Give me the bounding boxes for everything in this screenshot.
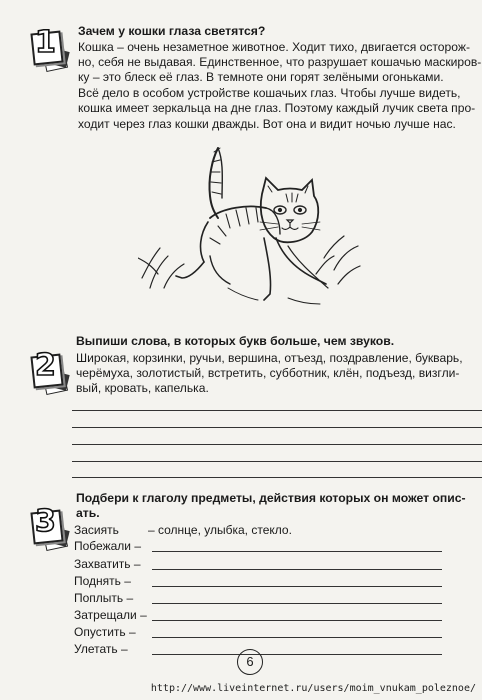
task-2-number: 2 — [35, 348, 56, 383]
answer-line[interactable] — [72, 477, 482, 478]
task-1-number: 1 — [35, 25, 56, 60]
task-1-line: но, себя не выдавая. Единственное, что разрушает кошачью маскиров- — [78, 55, 482, 69]
answer-line[interactable] — [152, 586, 442, 587]
task-1-line: кошка имеет зеркальца на дне глаз. Поэтому каждый лучик света про- — [78, 101, 476, 115]
task-1-line: Всё дело в особом устройстве кошачьих глаз. Чтобы лучше видеть, — [78, 86, 461, 100]
cat-illustration — [138, 138, 362, 316]
task-2-line: Широкая, корзинки, ручьи, вершина, отъезд, поздравление, букварь, — [76, 351, 463, 365]
verb-label: Опустить – — [74, 625, 136, 639]
verb-label: Захватить – — [74, 557, 141, 571]
answer-line[interactable] — [72, 461, 482, 462]
task-3-title-line: Подбери к глаголу предметы, действия которых он может опис- — [76, 491, 466, 505]
task-2-title: Выпиши слова, в которых букв больше, чем звуков. — [76, 334, 395, 348]
task-1-badge — [32, 25, 72, 74]
answer-line[interactable] — [72, 444, 482, 445]
task-3-number: 3 — [35, 504, 56, 539]
verb-label: Побежали – — [74, 539, 141, 553]
answer-line[interactable] — [152, 551, 442, 552]
task-1-line: ку – это блеск её глаз. В темноте они горят зелёными огоньками. — [78, 70, 444, 84]
answer-line[interactable] — [152, 603, 442, 604]
footer-url[interactable]: http://www.liveinternet.ru/users/moim_vnukam_poleznoe/ — [150, 683, 476, 694]
verb-label: Затрещали – — [74, 608, 147, 622]
answer-line[interactable] — [72, 427, 482, 428]
answer-line[interactable] — [152, 654, 442, 655]
verb-label: Поднять – — [74, 574, 131, 588]
answer-line[interactable] — [152, 569, 442, 570]
task-3-sample-answer: – солнце, улыбка, стекло. — [148, 523, 292, 537]
task-3-badge — [32, 504, 72, 553]
page-number: 6 — [237, 649, 263, 675]
task-1-line: ходит через глаз кошки дважды. Вот она и видит ночью лучше нас. — [78, 117, 456, 131]
task-3-sample-verb: Засиять — [74, 523, 119, 537]
verb-label: Поплыть – — [74, 591, 134, 605]
task-2-line: вый, кровать, капелька. — [76, 381, 209, 395]
task-2-badge — [32, 348, 72, 397]
task-1-title: Зачем у кошки глаза светятся? — [78, 24, 266, 38]
answer-line[interactable] — [152, 620, 442, 621]
task-1-line: Кошка – очень незаметное животное. Ходит тихо, двигается осторож- — [78, 40, 470, 54]
answer-line[interactable] — [72, 410, 482, 411]
task-2-line: черёмуха, золотистый, встретить, субботник, клён, подъезд, визгли- — [76, 366, 460, 380]
answer-line[interactable] — [152, 637, 442, 638]
task-3-title-line: ать. — [76, 506, 100, 520]
verb-label: Улетать – — [74, 642, 128, 656]
